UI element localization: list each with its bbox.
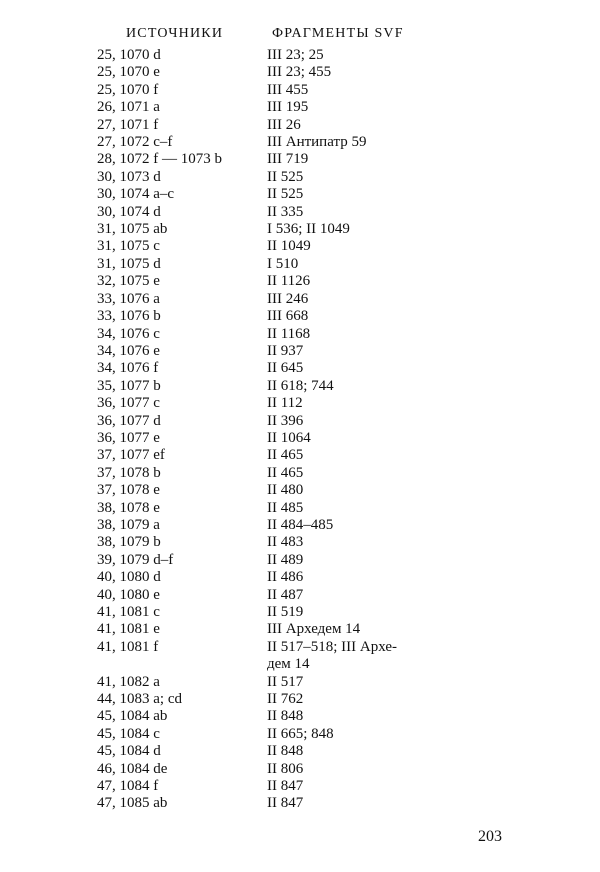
table-row bbox=[97, 326, 457, 343]
source-reference: 41, 1081 f bbox=[97, 638, 159, 655]
table-row bbox=[97, 47, 457, 64]
fragment-reference: I 536; II 1049 bbox=[267, 221, 350, 238]
table-row bbox=[97, 587, 457, 604]
fragment-reference: II 1049 bbox=[267, 238, 311, 255]
fragment-reference: II 525 bbox=[267, 186, 304, 203]
fragment-reference: III Архедем 14 bbox=[267, 621, 361, 638]
fragment-reference: II 806 bbox=[267, 760, 304, 777]
fragment-reference: II 1168 bbox=[267, 325, 311, 342]
table-row bbox=[97, 552, 457, 569]
table-row bbox=[97, 238, 457, 255]
fragment-reference: II 517 bbox=[267, 673, 304, 690]
fragment-reference: III Антипатр 59 bbox=[267, 134, 367, 151]
fragment-reference: III 455 bbox=[267, 81, 309, 98]
fragment-reference: II 489 bbox=[267, 551, 304, 568]
source-reference: 34, 1076 e bbox=[97, 342, 160, 359]
table-row bbox=[97, 534, 457, 551]
fragment-reference: III 246 bbox=[267, 290, 309, 307]
fragment-reference: II 762 bbox=[267, 691, 304, 708]
concordance-table bbox=[97, 47, 457, 813]
source-reference: 47, 1085 ab bbox=[97, 795, 168, 812]
table-row bbox=[97, 795, 457, 812]
table-row bbox=[97, 517, 457, 534]
table-row bbox=[97, 482, 457, 499]
fragment-reference: II 848 bbox=[267, 743, 304, 760]
page-number: 203 bbox=[478, 828, 502, 845]
source-reference: 37, 1077 ef bbox=[97, 447, 165, 464]
source-reference: 32, 1075 e bbox=[97, 273, 160, 290]
table-row bbox=[97, 743, 457, 760]
table-row bbox=[97, 778, 457, 795]
source-reference: 33, 1076 b bbox=[97, 308, 161, 325]
table-row bbox=[97, 291, 457, 308]
column-header-fragments: ФРАГМЕНТЫ SVF bbox=[272, 26, 404, 41]
table-row bbox=[97, 308, 457, 325]
fragment-reference: II 486 bbox=[267, 569, 304, 586]
fragment-reference: II 465 bbox=[267, 447, 304, 464]
fragment-reference: III 719 bbox=[267, 151, 309, 168]
fragment-reference: II 465 bbox=[267, 464, 304, 481]
table-row bbox=[97, 169, 457, 186]
source-reference: 31, 1075 c bbox=[97, 238, 160, 255]
source-reference: 31, 1075 ab bbox=[97, 221, 168, 238]
source-reference: 27, 1072 c–f bbox=[97, 134, 173, 151]
fragment-reference: III 195 bbox=[267, 99, 309, 116]
source-reference: 25, 1070 f bbox=[97, 81, 159, 98]
source-reference: 38, 1078 e bbox=[97, 499, 160, 516]
source-reference: 45, 1084 ab bbox=[97, 708, 168, 725]
source-reference: 25, 1070 d bbox=[97, 47, 161, 63]
fragment-reference: I 510 bbox=[267, 255, 299, 272]
source-reference: 34, 1076 f bbox=[97, 360, 159, 377]
table-row bbox=[97, 134, 457, 151]
fragment-reference: II 480 bbox=[267, 482, 304, 499]
table-row bbox=[97, 151, 457, 168]
fragment-reference: II 848 bbox=[267, 708, 304, 725]
table-row bbox=[97, 221, 457, 238]
fragment-reference: II 1126 bbox=[267, 273, 311, 290]
fragment-reference: II 396 bbox=[267, 412, 304, 429]
source-reference: 37, 1078 e bbox=[97, 482, 160, 499]
fragment-reference: III 23; 25 bbox=[267, 47, 324, 63]
source-reference: 36, 1077 e bbox=[97, 429, 160, 446]
fragment-reference: III 23; 455 bbox=[267, 64, 332, 81]
table-row bbox=[97, 273, 457, 290]
fragment-reference: II 525 bbox=[267, 168, 304, 185]
source-reference: 37, 1078 b bbox=[97, 464, 161, 481]
fragment-reference: II 487 bbox=[267, 586, 304, 603]
fragment-reference: II 485 bbox=[267, 499, 304, 516]
source-reference: 33, 1076 a bbox=[97, 290, 160, 307]
table-row bbox=[97, 395, 457, 412]
table-row bbox=[97, 186, 457, 203]
table-row bbox=[97, 117, 457, 134]
table-row bbox=[97, 604, 457, 621]
fragment-reference: III 668 bbox=[267, 308, 309, 325]
source-reference: 40, 1080 e bbox=[97, 586, 160, 603]
fragment-reference: II 112 bbox=[267, 395, 303, 412]
source-reference: 38, 1079 b bbox=[97, 534, 161, 551]
table-row bbox=[97, 691, 457, 708]
source-reference: 30, 1074 d bbox=[97, 203, 161, 220]
table-row bbox=[97, 500, 457, 517]
source-reference: 25, 1070 e bbox=[97, 64, 160, 81]
table-row bbox=[97, 99, 457, 116]
table-row bbox=[97, 64, 457, 81]
table-row bbox=[97, 378, 457, 395]
fragment-reference: II 335 bbox=[267, 203, 304, 220]
source-reference: 30, 1074 a–c bbox=[97, 186, 175, 203]
source-reference: 26, 1071 a bbox=[97, 99, 160, 116]
fragment-reference: II 937 bbox=[267, 342, 304, 359]
table-row bbox=[97, 569, 457, 586]
fragment-reference: II 847 bbox=[267, 795, 304, 812]
table-row bbox=[97, 413, 457, 430]
source-reference: 44, 1083 a; cd bbox=[97, 691, 182, 708]
fragment-reference: II 665; 848 bbox=[267, 725, 334, 742]
fragment-reference: III 26 bbox=[267, 116, 301, 133]
table-row bbox=[97, 761, 457, 778]
table-row bbox=[97, 430, 457, 447]
table-row bbox=[97, 256, 457, 273]
source-reference: 36, 1077 c bbox=[97, 395, 160, 412]
column-headers bbox=[0, 26, 600, 46]
fragment-reference: II 484–485 bbox=[267, 516, 334, 533]
source-reference: 41, 1081 e bbox=[97, 621, 160, 638]
fragment-reference: II 517–518; III Архе- дем 14 bbox=[267, 638, 398, 673]
table-row bbox=[97, 82, 457, 99]
fragment-reference: II 1064 bbox=[267, 429, 311, 446]
source-reference: 47, 1084 f bbox=[97, 778, 159, 795]
table-row bbox=[97, 204, 457, 221]
table-row bbox=[97, 465, 457, 482]
table-row bbox=[97, 639, 457, 674]
fragment-reference: II 483 bbox=[267, 534, 304, 551]
table-row bbox=[97, 343, 457, 360]
table-row bbox=[97, 447, 457, 464]
source-reference: 45, 1084 c bbox=[97, 725, 160, 742]
column-header-sources: ИСТОЧНИКИ bbox=[126, 26, 224, 41]
source-reference: 46, 1084 de bbox=[97, 760, 168, 777]
table-row bbox=[97, 726, 457, 743]
fragment-reference: II 645 bbox=[267, 360, 304, 377]
source-reference: 35, 1077 b bbox=[97, 377, 161, 394]
source-reference: 41, 1082 a bbox=[97, 673, 160, 690]
table-row bbox=[97, 708, 457, 725]
source-reference: 36, 1077 d bbox=[97, 412, 161, 429]
fragment-reference: II 519 bbox=[267, 604, 304, 620]
table-row bbox=[97, 674, 457, 691]
source-reference: 28, 1072 f — 1073 b bbox=[97, 151, 222, 168]
source-reference: 40, 1080 d bbox=[97, 569, 161, 586]
table-row bbox=[97, 621, 457, 638]
source-reference: 39, 1079 d–f bbox=[97, 551, 174, 568]
fragment-reference: II 618; 744 bbox=[267, 377, 334, 394]
source-reference: 30, 1073 d bbox=[97, 168, 161, 185]
source-reference: 41, 1081 c bbox=[97, 604, 160, 620]
source-reference: 34, 1076 c bbox=[97, 325, 160, 342]
source-reference: 31, 1075 d bbox=[97, 255, 161, 272]
source-reference: 27, 1071 f bbox=[97, 116, 159, 133]
fragment-reference: II 847 bbox=[267, 778, 304, 795]
table-row bbox=[97, 360, 457, 377]
source-reference: 45, 1084 d bbox=[97, 743, 161, 760]
source-reference: 38, 1079 a bbox=[97, 516, 160, 533]
